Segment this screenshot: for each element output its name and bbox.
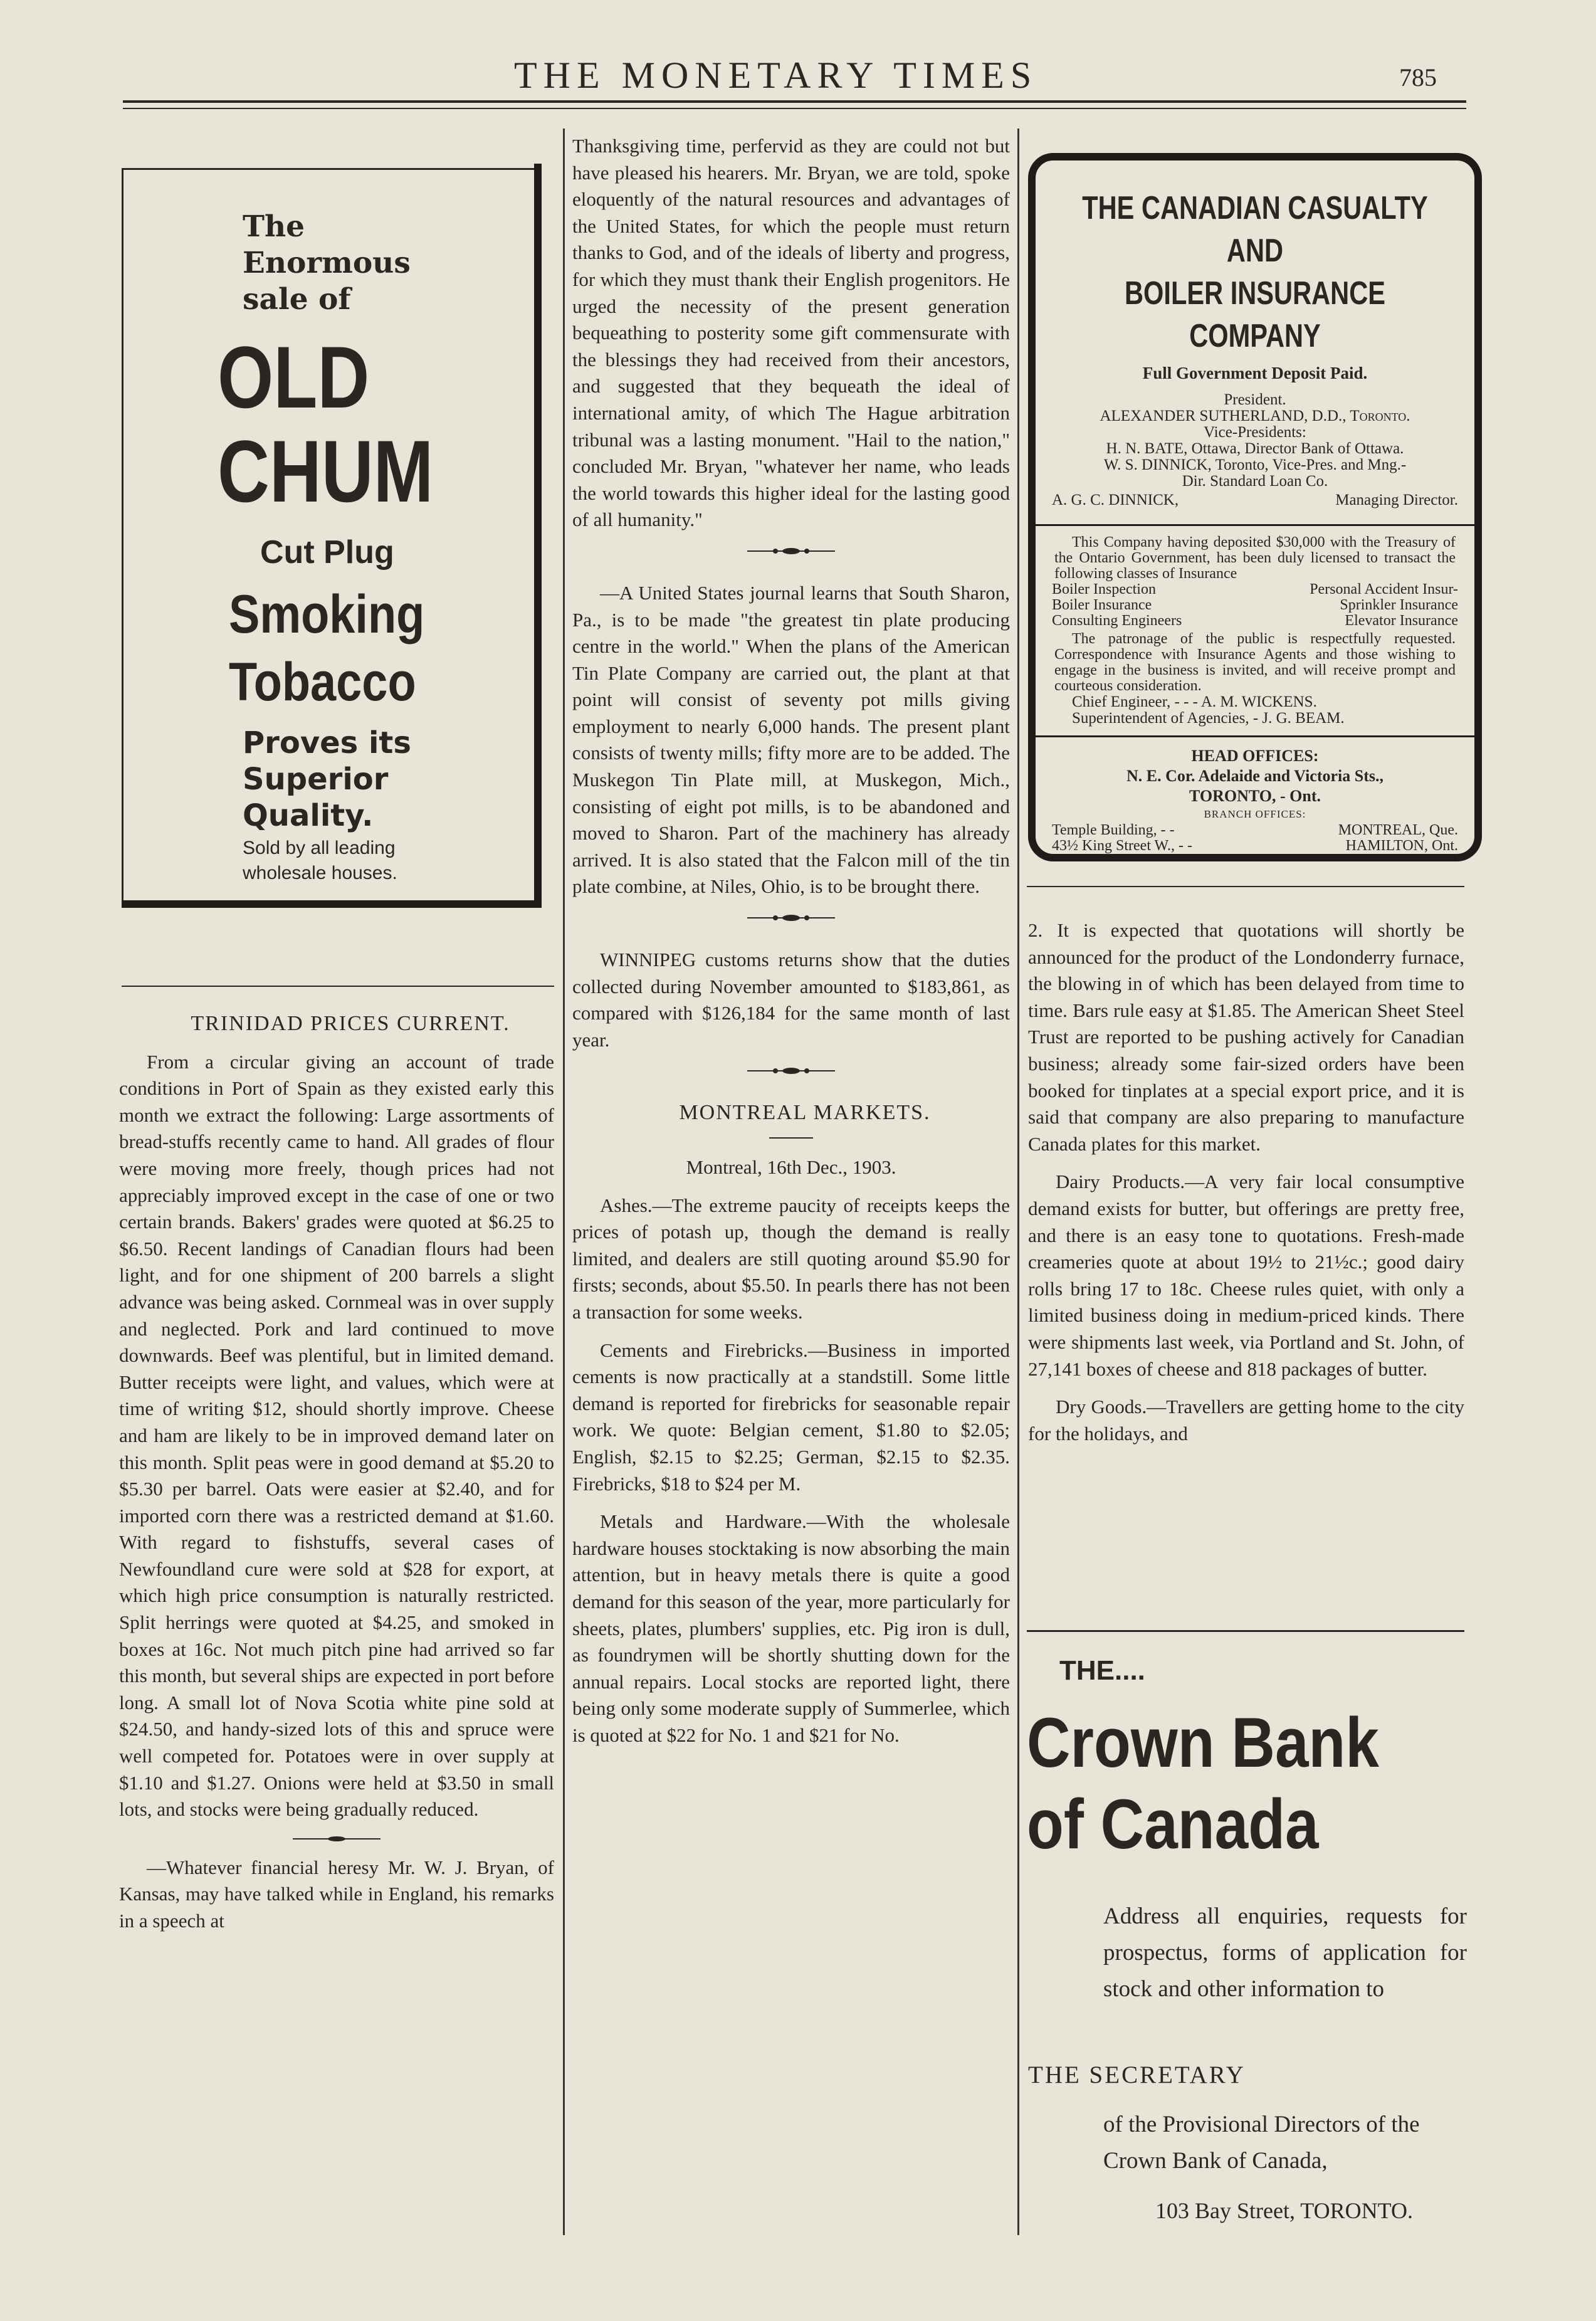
president-label: President. [1224, 391, 1286, 408]
page-title: THE MONETARY TIMES [514, 55, 1038, 96]
insurance-row [1036, 613, 1474, 629]
page-number: 785 [1399, 63, 1437, 92]
superintendent: Superintendent of Agencies, - J. G. BEAM. [1072, 710, 1345, 727]
company-name-line: BOILER INSURANCE COMPANY [1124, 275, 1386, 354]
column-2 [572, 133, 1010, 2227]
insurance-class: Boiler Inspection [1052, 581, 1156, 597]
branch-address: 43½ King Street W., - - [1052, 838, 1192, 854]
insurance-row [1036, 597, 1474, 613]
ornament-separator [572, 900, 1010, 935]
insurance-class: Boiler Insurance [1052, 597, 1152, 613]
patronage-text: The patronage of the public is respectfully requested. Correspondence with Insurance Agents and those wishing to engage in the business is invited, and will receive prompt and courteous consideration. [1054, 631, 1456, 694]
column-3 [1028, 917, 1464, 1613]
quality-line: Superior [243, 762, 389, 797]
provisional-directors: of the Provisional Directors of the Crown Bank of Canada, [1103, 2112, 1420, 2174]
short-rule [572, 1127, 1010, 1149]
insurance-class: Personal Accident Insur- [1310, 581, 1458, 597]
ornament-separator [119, 1823, 554, 1855]
insurance-row [1036, 582, 1474, 597]
article-paragraph: Dairy Products.—A very fair local consumptive demand exists for butter, but offerings are pretty free, and there is an easy tone to quotations. Fresh-made creameries quote at about 19½ to 21½c.; good dairy rolls bring 17 to 18c. Cheese rules quiet, with only a limited business doing in medium-priced kinds. There were shipments last week, via Portland and St. John, of 27,141 boxes of cheese and 818 packages of butter. [1028, 1171, 1464, 1380]
sold-by [243, 836, 397, 886]
ad-shadow [534, 164, 542, 908]
vice-president: H. N. BATE, Ottawa, Director Bank of Ottawa. [1106, 440, 1404, 457]
column-1 [119, 1011, 554, 2214]
branch-row [1036, 838, 1474, 854]
old-chum-advertisement [122, 168, 536, 902]
insurance-class: Elevator Insurance [1345, 613, 1458, 629]
company-name [1079, 187, 1431, 357]
head-office-address: N. E. Cor. Adelaide and Victoria Sts., [1126, 767, 1384, 785]
secretary-title: THE SECRETARY [1028, 2061, 1246, 2088]
product-tobacco: Tobacco [229, 652, 416, 712]
article-paragraph: —Whatever financial heresy Mr. W. J. Bryan, of Kansas, may have talked while in England, his remarks in a speech at [119, 1856, 554, 1932]
header-rule-top [123, 100, 1466, 103]
ornament-icon [286, 1834, 387, 1843]
brand-name-old: OLD [218, 328, 370, 426]
article-paragraph: Ashes.—The extreme paucity of receipts keeps the prices of potash up, though the demand is really limited, and dealers are still quoting around $5.90 for firsts; seconds, about $5.50. In pearls there has not been a transaction for some weeks. [572, 1194, 1010, 1323]
article-paragraph: Thanksgiving time, perfervid as they are could not but have pleased his hearers. Mr. Bryan, we are told, spoke eloquently of the natural resources and advantages of the United States, for which the people must return thanks to God, and of the ideals of liberty and progress, for which they must thank their English progenitors. He urged the necessity of the present generation bequeathing to posterity some gift commensurate with the blessings they had received from their ancestors, and suggested that they bequeath the ideal of international amity, of which The Hague arbitration tribunal was a lasting monument. "Hail to the nation," concluded Mr. Bryan, "whatever her name, who leads the world towards this higher ideal for the lasting good of all humanity." [572, 135, 1010, 531]
crown-bank-name: of Canada [1027, 1785, 1319, 1863]
ad-intro-line: The [243, 209, 305, 244]
article-paragraph: Cements and Firebricks.—Business in imported cements is now practically at a standstill. Some little demand is reported for firebricks for seasonable repair work. We quote: Belgian cement, $1.80 to $2.05; English, $2.15 to $2.25; German, $2.15 to $2.35. Firebricks, $18 to $24 per M. [572, 1339, 1010, 1495]
article-paragraph: From a circular giving an account of trade conditions in Port of Spain as they existed early this month we extract the following: Large assortments of bread-stuffs recently came to hand. All grades of flour were moving more freely, though prices had not appreciably improved except in the case of one or two certain brands. Bakers' grades were quoted at $6.25 to $6.50. Recent landings of Canadian flours had been light, and for one shipment of 200 barrels a slight advance was being asked. Cornmeal was in over supply and neglected. Pork and lard continued to move downwards. Beef was plentiful, but in limited demand. Butter receipts were light, and values, which were at time of writing $12, should shortly improve. Cheese and ham are likely to be in improved demand later on this month. Split peas were in good demand at $5.20 to $5.30 per barrel. Oats were easier at $2.40, and for imported corn there was a restricted demand at $1.60. With regard to fishstuffs, several cases of Newfoundland cure were sold at $28 for export, at which high price consumption is naturally restricted. Split herrings were quoted at $4.25, and smoked in boxes at 16c. Not much pitch pine had arrived so far this month, but several ships are expected in port before long. A small lot of Nova Scotia white pine sold at $24.50, and handy-sized lots of this and spruce were well competed for. Potatoes were in over supply at $1.10 and $1.27. Onions were held at $3.50 in small lots, and stocks were being gradually reduced. [119, 1050, 554, 1821]
vice-president-label: Vice-Presidents: [1204, 424, 1306, 441]
article-paragraph: Dry Goods.—Travellers are getting home to the city for the holidays, and [1028, 1396, 1464, 1445]
ornament-icon [741, 1066, 841, 1075]
quality-line: Quality. [243, 798, 374, 833]
lead-word: WINNIPEG [600, 949, 696, 971]
sold-line: Sold by all leading [243, 838, 396, 858]
sold-line: wholesale houses. [243, 863, 397, 883]
dateline: Montreal, 16th Dec., 1903. [686, 1156, 896, 1178]
ornament-icon [741, 913, 841, 922]
chief-engineer: Chief Engineer, - - - A. M. WICKENS. [1072, 693, 1317, 710]
insurance-class: Sprinkler Insurance [1340, 597, 1458, 613]
head-office-city: TORONTO, - Ont. [1189, 787, 1321, 805]
ad-intro [243, 209, 411, 318]
head-office-label: HEAD OFFICES: [1191, 747, 1319, 765]
ad-shadow [122, 900, 542, 908]
quality-claim [243, 725, 411, 834]
company-name-line: THE CANADIAN CASUALTY AND [1082, 190, 1428, 269]
column-divider-right [1017, 129, 1019, 2235]
section-title-trinidad: TRINIDAD PRICES CURRENT. [191, 1012, 510, 1035]
section-title-montreal: MONTREAL MARKETS. [679, 1101, 931, 1125]
ad-divider [1036, 735, 1474, 737]
casualty-insurance-advertisement [1028, 153, 1482, 861]
article-paragraph [572, 947, 1010, 1053]
branch-city: HAMILTON, Ont. [1345, 838, 1458, 854]
license-text: This Company having deposited $30,000 with the Treasury of the Ontario Government, has been duly licensed to transact the following classes of Insurance [1054, 534, 1456, 582]
header-rule-bottom [123, 108, 1466, 109]
section-rule [1027, 886, 1464, 887]
paragraph-text: customs returns show that the duties collected during November amounted to $183,861, as compared with $126,184 for the same month of last year. [572, 949, 1010, 1051]
article-paragraph: 2. It is expected that quotations will shortly be announced for the product of the Londonderry furnace, the blowing in of which has been delayed from time to time. Bars rule easy at $1.85. The American Sheet Steel Trust are reported to be pushing actively for Canadian business; already some fair-sized orders have been booked for tinplates at a special export price, and it is said that company are also preparing to manufacture Canada plates for this market. [1028, 919, 1464, 1155]
branch-city: MONTREAL, Que. [1338, 822, 1458, 838]
ad-intro-line: Enormous [243, 246, 411, 280]
ornament-separator [572, 534, 1010, 569]
vice-president: Dir. Standard Loan Co. [1182, 473, 1328, 490]
branch-address: Temple Building, - - [1052, 822, 1175, 838]
product-type: Cut Plug [260, 534, 394, 571]
branch-row [1036, 823, 1474, 838]
brand-name-chum: CHUM [218, 422, 434, 520]
deposit-note: Full Government Deposit Paid. [1142, 364, 1368, 382]
crown-bank-the: THE.... [1059, 1655, 1145, 1686]
ornament-icon [741, 547, 841, 555]
street-address: 103 Bay Street, TORONTO. [1155, 2198, 1413, 2223]
ad-intro-line: sale of [243, 282, 351, 317]
section-rule [122, 986, 554, 987]
vice-president: W. S. DINNICK, Toronto, Vice-Pres. and Mng.- [1103, 456, 1407, 473]
section-rule [1027, 1630, 1464, 1632]
article-paragraph: —A United States journal learns that South Sharon, Pa., is to be made "the greatest tin plate producing centre in the world." When the plans of the American Tin Plate Company are carried out, the plant at that point will consist of seventy pot mills giving employment to nearly 6,000 hands. The present plant consists of twenty mills; fifty more are to be added. The Muskegon Tin Plate mill, at Muskegon, Mich., consisting of eight pot mills, is to be abandoned and moved to Sharon. Part of the machinery has already arrived. It is also stated that the Falcon mill of the tin plate combine, at Niles, Ohio, is to be brought there. [572, 581, 1010, 898]
md-title: Managing Director. [1335, 492, 1458, 508]
enquiry-text: Address all enquiries, requests for prospectus, forms of application for stock and other information to [1103, 1903, 1467, 2002]
md-name: A. G. C. DINNICK, [1052, 492, 1179, 508]
article-paragraph: Metals and Hardware.—With the wholesale hardware houses stocktaking is now absorbing the main attention, but in heavy metals there is quite a good demand for this season of the year, more particularly for sheets, plates, plumbers' supplies, etc. Pig iron is dull, as foundrymen will be shortly shutting down for the annual repairs. Local stocks are reported light, there being only some moderate supply of Summerlee, which is quoted at $22 for No. 1 and $21 for No. [572, 1510, 1010, 1746]
ad-divider [1036, 524, 1474, 526]
ornament-separator [572, 1053, 1010, 1088]
product-smoking: Smoking [229, 584, 425, 645]
branch-office-label: BRANCH OFFICES: [1204, 808, 1306, 820]
insurance-class: Consulting Engineers [1052, 613, 1182, 629]
column-divider-left [563, 129, 565, 2235]
crown-bank-name: Crown Bank [1027, 1703, 1379, 1782]
managing-director [1036, 492, 1474, 508]
quality-line: Proves its [243, 725, 411, 761]
rule-icon [769, 1137, 813, 1139]
president-name: ALEXANDER SUTHERLAND, D.D., Toronto. [1100, 408, 1410, 424]
